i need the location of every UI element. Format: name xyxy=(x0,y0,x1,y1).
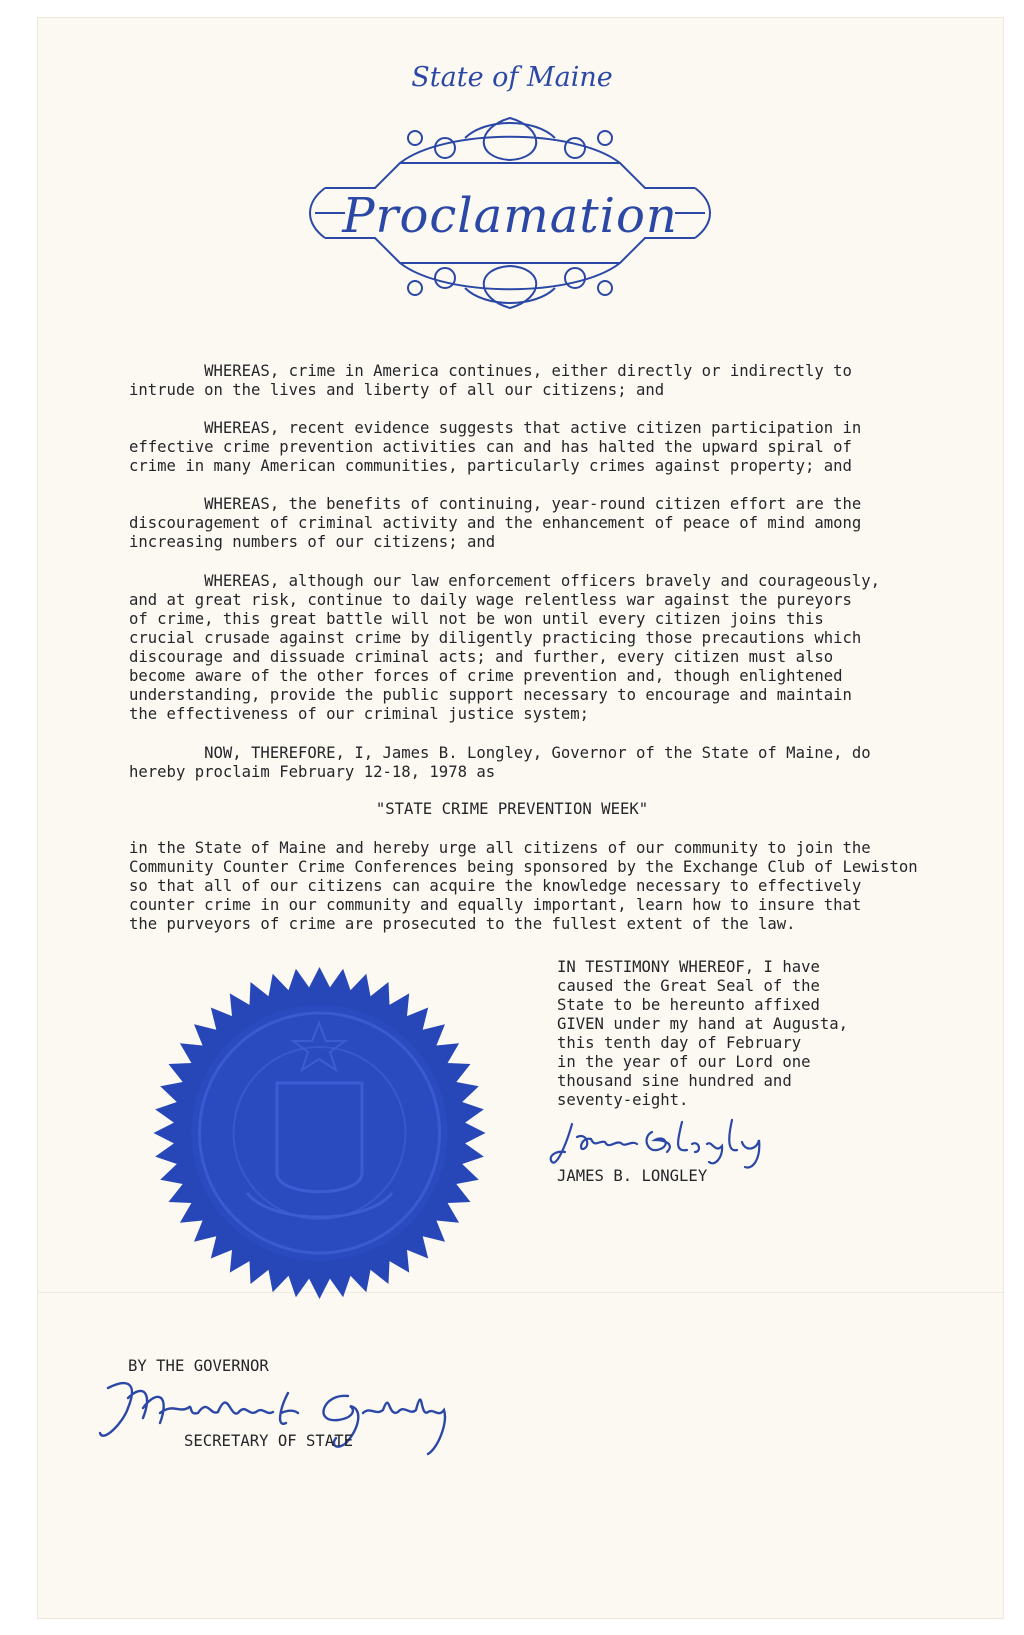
proclamation-title: Proclamation xyxy=(342,188,678,244)
closing-paragraph: in the State of Maine and hereby urge all citizens of our community to join the Community Counter Crime Conferences being sponsored by the Exchange Club of Lewiston so that all of our citizens can acquire the knowledge necessary to effectively counter crime in our community and equally important, learn how to insure that the purveyors of crime are prosecuted to the fullest extent of the law. xyxy=(129,839,918,933)
whereas-paragraph-2: WHEREAS, recent evidence suggests that active citizen participation in effective crime prevention activities can and has halted the upward spiral of crime in many American communities, particularly crimes against property; and xyxy=(129,419,862,475)
great-seal-of-maine xyxy=(152,963,487,1303)
governor-signature xyxy=(547,1112,777,1174)
whereas-paragraph-1: WHEREAS, crime in America continues, either directly or indirectly to intrude on the lives and liberty of all our citizens; and xyxy=(129,362,852,399)
state-of-maine-heading: State of Maine xyxy=(411,62,613,93)
secretary-of-state-title: SECRETARY OF STATE xyxy=(184,1432,353,1450)
now-therefore-paragraph: NOW, THEREFORE, I, James B. Longley, Governor of the State of Maine, do hereby proclaim February 12-18, 1978 as xyxy=(129,744,871,781)
governor-name: JAMES B. LONGLEY xyxy=(557,1167,708,1185)
whereas-paragraph-4: WHEREAS, although our law enforcement officers bravely and courageously, and at great risk, continue to daily wage relentless war against the pureyors of crime, this great battle will not be won until every citizen joins this crucial crusade against crime by diligently practicing those precautions which discourage and dissuade criminal acts; and further, every citizen must also become aware of the other forces of crime prevention and, though enlightened understanding, provide the public support necessary to encourage and maintain the effectiveness of our criminal justice system; xyxy=(129,572,881,723)
testimony-block: IN TESTIMONY WHEREOF, I have caused the Great Seal of the State to be hereunto affixed GIVEN under my hand at Augusta, this tenth day of February in the year of our Lord one thousand sine hundred and seventy-eight. xyxy=(557,958,849,1109)
whereas-paragraph-3: WHEREAS, the benefits of continuing, year-round citizen effort are the discouragement of criminal activity and the enhancement of peace of mind among increasing numbers of our citizens; and xyxy=(129,495,862,551)
by-the-governor-label: BY THE GOVERNOR xyxy=(128,1357,269,1375)
week-title: "STATE CRIME PREVENTION WEEK" xyxy=(375,800,649,818)
